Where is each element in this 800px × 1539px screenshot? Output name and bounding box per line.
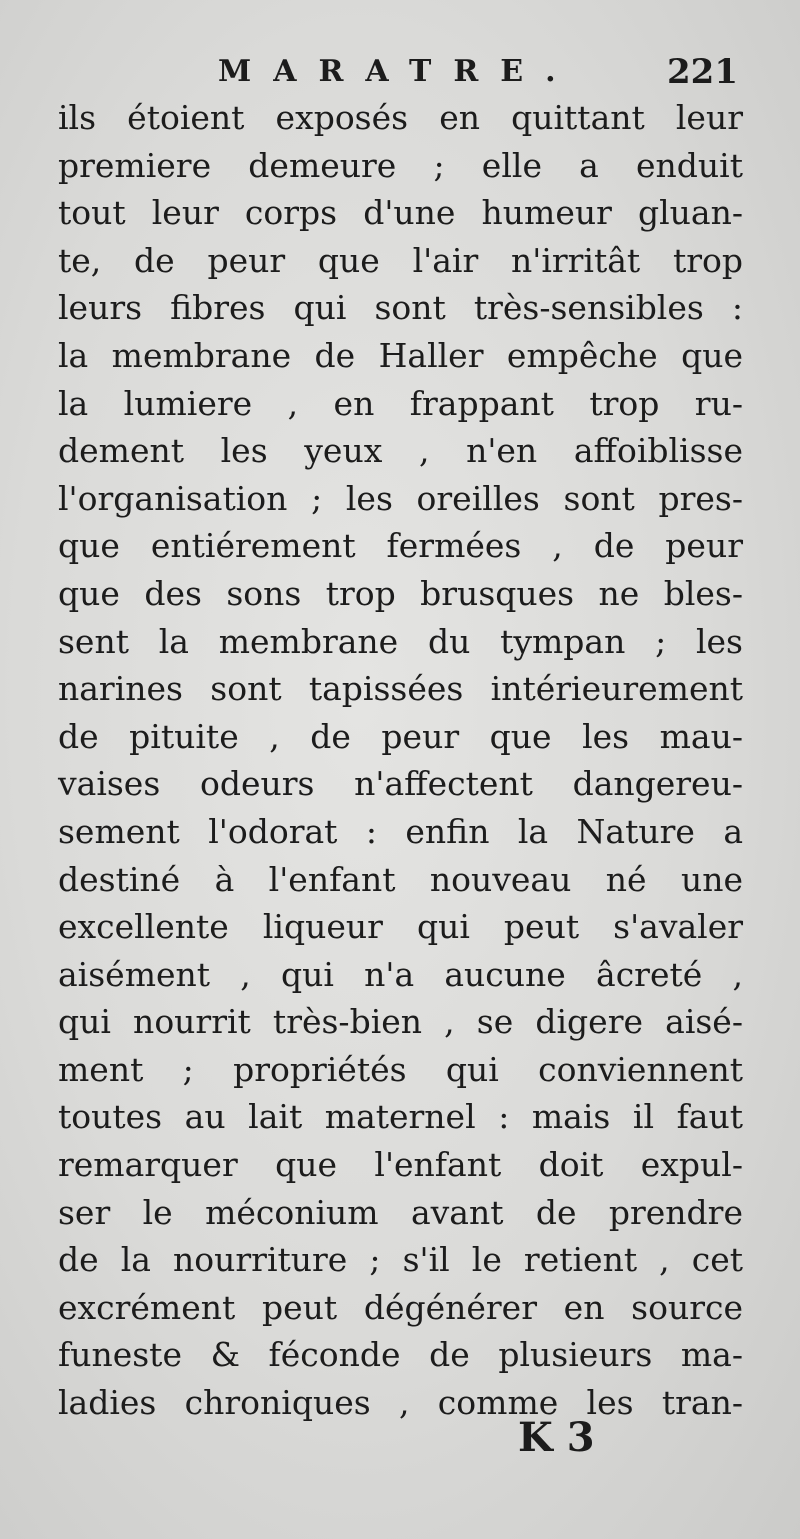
text-line: toutes au lait maternel : mais il faut [58,1097,743,1137]
text-line: excellente liqueur qui peut s'avaler [58,907,743,947]
text-line: sement l'odorat : enfin la Nature a [58,811,743,851]
text-line: aisément , qui n'a aucune âcreté , [58,954,743,994]
text-line: sent la membrane du tympan ; les [58,621,743,661]
running-title: MARATRE. [218,54,578,89]
body-text [58,94,743,1427]
text-line: vaises odeurs n'affectent dangereu- [58,764,743,804]
text-line: dement les yeux , n'en affoiblisse [58,431,743,471]
text-line: de la nourriture ; s'il le retient , cet [58,1240,743,1280]
text-line: excrément peut dégénérer en source [58,1287,743,1327]
text-line: l'organisation ; les oreilles sont pres- [58,478,743,518]
text-line: destiné à l'enfant nouveau né une [58,859,743,899]
text-line: qui nourrit très-bien , se digere aisé- [58,1002,743,1042]
text-line: ladies chroniques , comme les tran- [58,1383,743,1423]
text-line: te, de peur que l'air n'irritât trop [58,240,743,280]
text-line: ils étoient exposés en quittant leur [58,98,743,137]
text-line: leurs fibres qui sont très-sensibles : [58,288,743,328]
text-line: tout leur corps d'une humeur gluan- [58,193,743,233]
text-line: narines sont tapissées intérieurement [58,669,743,709]
text-line: funeste & féconde de plusieurs ma- [58,1335,743,1375]
page-number: 221 [667,52,738,92]
text-line: de pituite , de peur que les mau- [58,716,743,756]
text-line: ser le méconium avant de prendre [58,1192,743,1232]
text-line: que des sons trop brusques ne bles- [58,573,743,613]
text-line: premiere demeure ; elle a enduit [58,145,743,185]
text-line: remarquer que l'enfant doit expul- [58,1145,743,1185]
text-line: que entiérement fermées , de peur [58,526,743,566]
page-header [0,48,800,96]
catchword-signature: K 3 [518,1414,595,1461]
text-line: ment ; propriétés qui conviennent [58,1049,743,1089]
text-line: la lumiere , en frappant trop ru- [58,383,743,423]
text-line: la membrane de Haller empêche que [58,335,743,375]
